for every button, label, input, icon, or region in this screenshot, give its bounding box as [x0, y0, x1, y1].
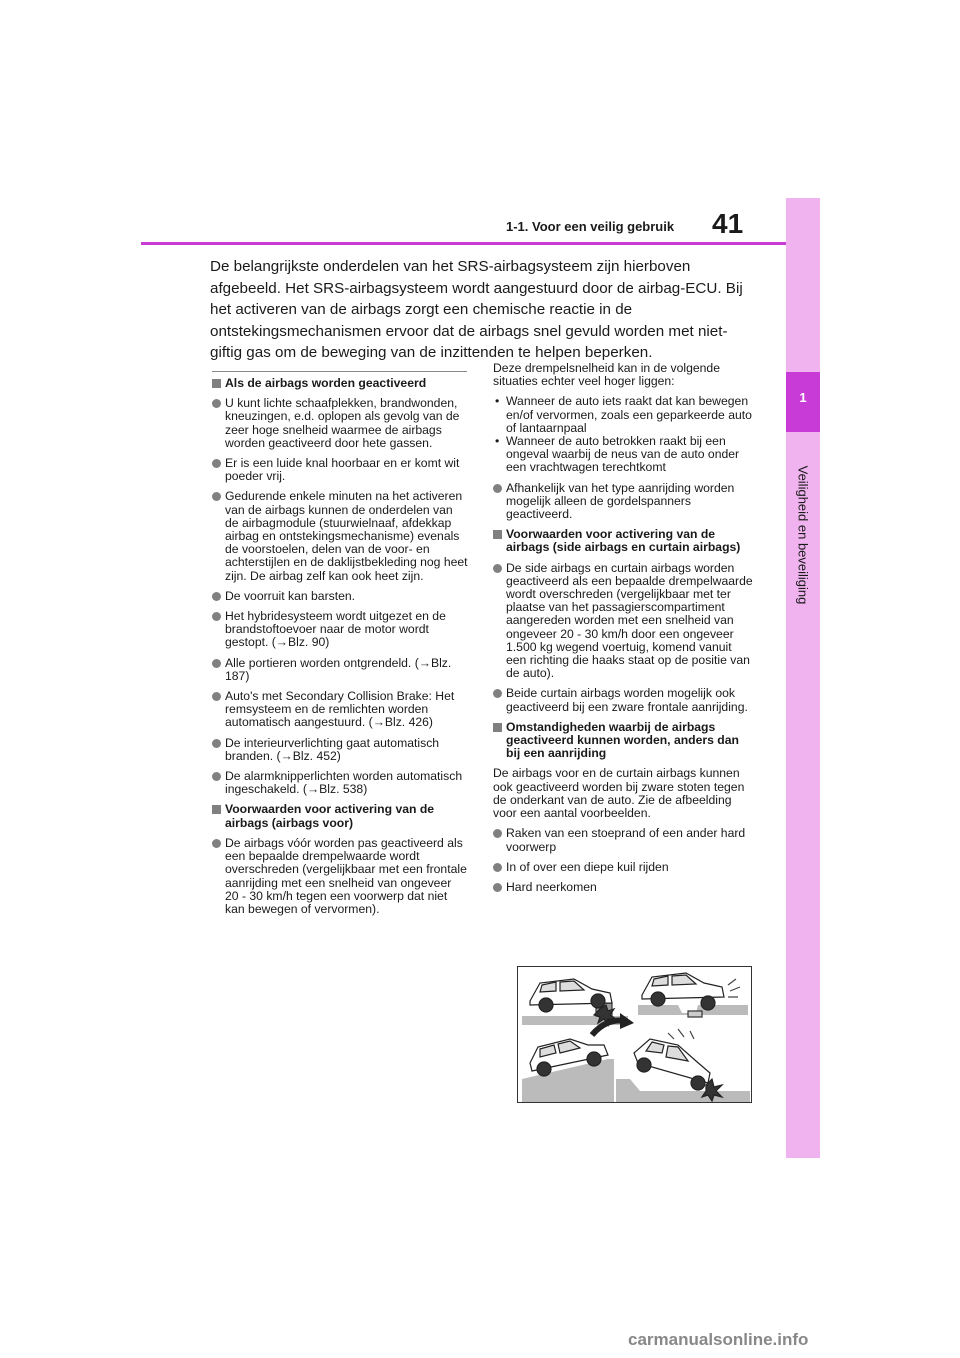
car-curb-icon [522, 979, 628, 1025]
header-rule [141, 242, 786, 245]
car-pothole-icon [638, 973, 748, 1017]
chapter-number: 1 [799, 390, 807, 405]
list-item: Gedurende enkele minuten na het activeren van de airbags kunnen de onderdelen van de airbagmodule (stuurwielnaaf, afdekkap airbag en ontstekingsmechanisme) evenals de voorstoelen, delen van de voor- en achterstijlen en de daklijstbekleding nog heet zijn. De airbag zelf kan ook heet zijn. [212, 490, 468, 582]
heading-front-airbag-conditions: Voorwaarden voor activering van de airbags (airbags voor) [212, 803, 468, 829]
list-item: De side airbags en curtain airbags worden geactiveerd als een bepaalde drempelwaarde wordt overschreden (vergelijkbaar met ter plaatse van het passagierscompartiment aangereden worden met een snelheid van ongeveer 20 - 30 km/h door een ongeveer 1.500 kg wegend voertuig, komend vanuit een richting die haaks staat op de positie van de auto). [493, 562, 755, 681]
list-item: In of over een diepe kuil rijden [493, 861, 755, 874]
list-item: Alle portieren worden ontgrendeld. (→Blz. 187) [212, 657, 468, 683]
list-item: Het hybridesysteem wordt uitgezet en de brandstoftoevoer naar de motor wordt gestopt. (→Blz. 90) [212, 610, 468, 650]
list-item: De alarmknipperlichten worden automatisch ingeschakeld. (→Blz. 538) [212, 770, 468, 796]
car-landing-icon [616, 1029, 750, 1102]
page-number: 41 [712, 208, 744, 239]
underbody-impact-illustration [517, 966, 752, 1103]
list-item: U kunt lichte schaafplekken, brandwonden, kneuzingen, e.d. oplopen als gevolg van de zeer hoge snelheid waarmee de airbags worden geactiveerd door hete gassen. [212, 397, 468, 450]
chapter-side-tab [786, 198, 820, 1158]
right-column [493, 362, 755, 901]
left-column [212, 377, 468, 923]
list-item: De interieurverlichting gaat automatisch branden. (→Blz. 452) [212, 737, 468, 763]
heading-other-conditions: Omstandigheden waarbij de airbags geactiveerd kunnen worden, anders dan bij een aanrijding [493, 721, 755, 761]
intro-paragraph: De belangrijkste onderdelen van het SRS-airbagsysteem zijn hierboven afgebeeld. Het SRS-airbagsysteem wordt aangestuurd door de airbag-ECU. Bij het activeren van de airbags zorgt een chemische reactie in de ontstekingsmechanismen ervoor dat de airbags snel gevuld worden met niet-giftig gas om de beweging van de inzittenden te helpen beperken. [210, 258, 743, 361]
heading-airbags-activated: Als de airbags worden geactiveerd [212, 377, 468, 390]
heading-side-airbag-conditions: Voorwaarden voor activering van de airbags (side airbags en curtain airbags) [493, 528, 755, 554]
list-item: Er is een luide knal hoorbaar en er komt wit poeder vrij. [212, 457, 468, 483]
section-title: 1-1. Voor een veilig gebruik [506, 219, 675, 234]
list-item: Afhankelijk van het type aanrijding worden mogelijk alleen de gordelspanners geactiveerd. [493, 482, 755, 522]
list-item: De airbags vóór worden pas geactiveerd als een bepaalde drempelwaarde wordt overschreden (vergelijkbaar met een frontale aanrijding met een snelheid van ongeveer 20 - 30 km/h tegen een voorwerp dat niet kan bewegen of vervormen). [212, 837, 468, 916]
list-item: Raken van een stoeprand of een ander hard voorwerp [493, 827, 755, 853]
threshold-paragraph: Deze drempelsnelheid kan in de volgende situaties echter veel hoger liggen: [493, 361, 720, 389]
watermark: carmanualsonline.info [628, 1330, 809, 1349]
dash-item: • Wanneer de auto iets raakt dat kan bewegen en/of vervormen, zoals een geparkeerde auto of lantaarnpaal [493, 395, 755, 435]
car-ramp-icon [522, 1039, 614, 1102]
chapter-label: Veiligheid en beveiliging [795, 465, 811, 605]
list-item: De voorruit kan barsten. [212, 590, 468, 603]
list-item: Hard neerkomen [493, 881, 755, 894]
dash-item: • Wanneer de auto betrokken raakt bij een ongeval waarbij de neus van de auto onder een vrachtwagen terechtkomt [493, 435, 755, 475]
underbody-paragraph: De airbags voor en de curtain airbags kunnen ook geactiveerd worden bij zware stoten tegen de onderkant van de auto. Zie de afbeelding voor een aantal voorbeelden. [493, 766, 745, 821]
list-item: Beide curtain airbags worden mogelijk ook geactiveerd bij een zware frontale aanrijding. [493, 687, 755, 713]
column-rule [212, 371, 467, 372]
list-item: Auto's met Secondary Collision Brake: Het remsysteem en de remlichten worden automatisch aangestuurd. (→Blz. 426) [212, 690, 468, 730]
